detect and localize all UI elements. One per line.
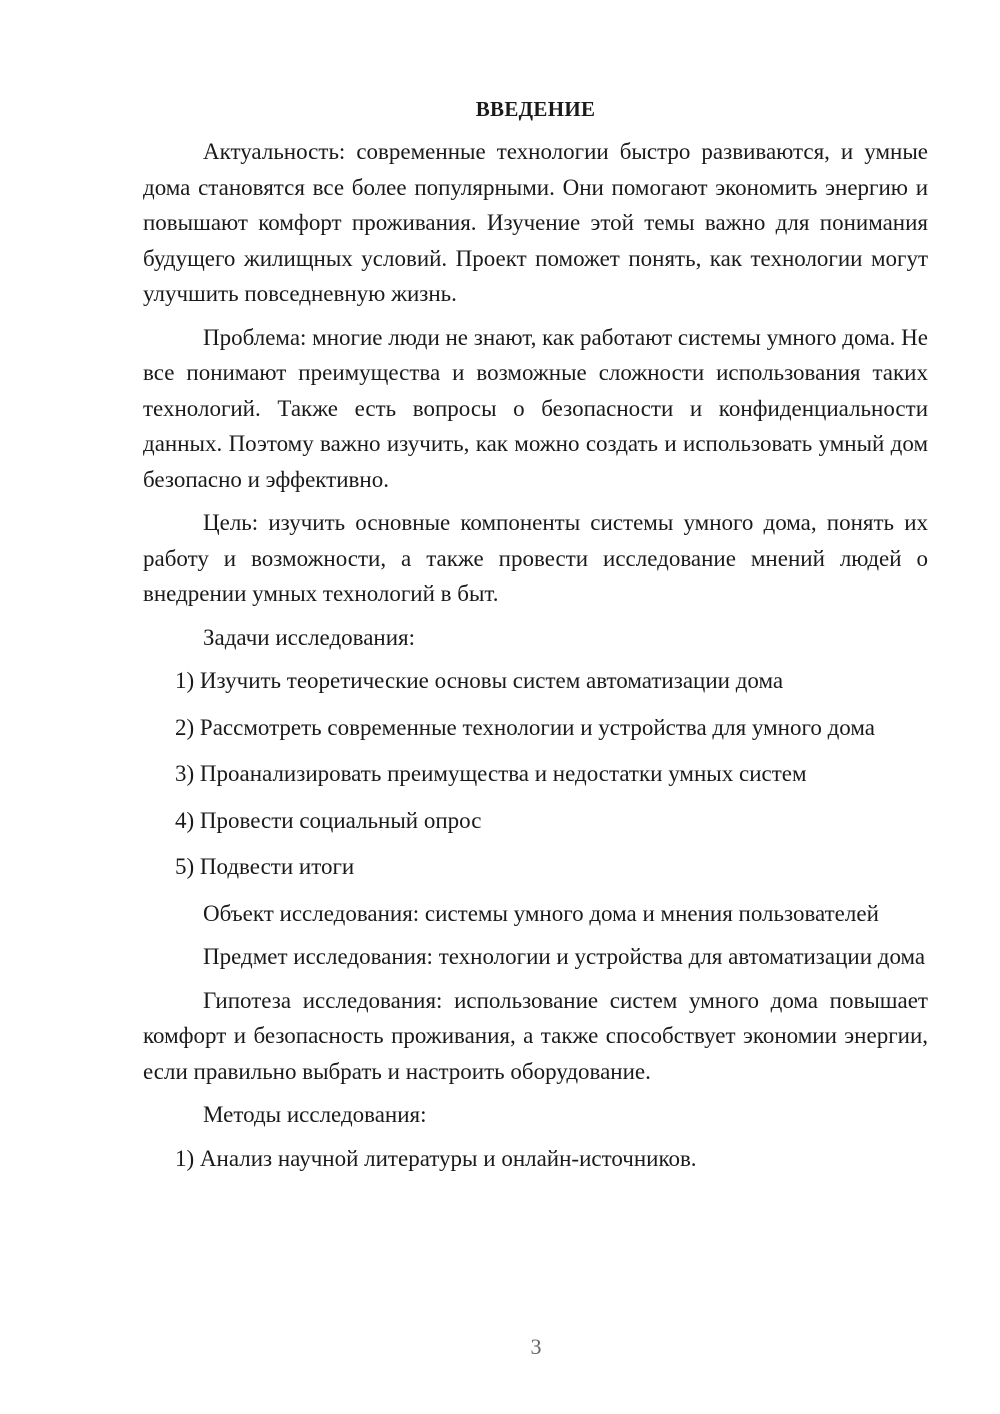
methods-title: Методы исследования:	[203, 1102, 427, 1127]
goal-paragraph: Цель: изучить основные компоненты системы умного дома, понять их работу и возможности, а также провести исследование мнений людей о внедрении умных технологий в быт.	[143, 510, 928, 606]
task-item: 4) Провести социальный опрос	[175, 807, 482, 833]
page-number: 3	[530, 1334, 542, 1359]
document-page	[143, 92, 928, 1176]
task-item: 2) Рассмотреть современные технологии и устройства для умного дома	[175, 714, 875, 740]
task-item: 1) Изучить теоретические основы систем автоматизации дома	[175, 668, 784, 693]
relevance-paragraph: Актуальность: современные технологии быстро развиваются, и умные дома становятся все более популярными. Они помогают экономить энергию и повышают комфорт проживания. Изучение этой темы важно для понимания будущего жилищных условий. Проект поможет понять, как технологии могут улучшить повседневную жизнь.	[143, 139, 928, 306]
task-item: 5) Подвести итоги	[175, 854, 355, 879]
section-heading: ВВЕДЕНИЕ	[475, 97, 596, 121]
problem-paragraph: Проблема: многие люди не знают, как работают системы умного дома. Не все понимают преимущества и возможные сложности использования таких технологий. Также есть вопросы о безопасности и конфиденциальности данных. Поэтому важно изучить, как можно создать и использовать умный дом безопасно и эффективно.	[143, 324, 928, 492]
subject-paragraph: Предмет исследования: технологии и устройства для автоматизации дома	[203, 944, 926, 969]
task-item: 3) Проанализировать преимущества и недостатки умных систем	[175, 761, 807, 786]
tasks-title: Задачи исследования:	[203, 624, 416, 650]
hypothesis-paragraph: Гипотеза исследования: использование систем умного дома повышает комфорт и безопасность проживания, а также способствует экономии энергии, если правильно выбрать и настроить оборудование.	[143, 987, 928, 1084]
method-item: 1) Анализ научной литературы и онлайн-источников.	[175, 1145, 697, 1171]
object-paragraph: Объект исследования: системы умного дома и мнения пользователей	[203, 900, 879, 926]
